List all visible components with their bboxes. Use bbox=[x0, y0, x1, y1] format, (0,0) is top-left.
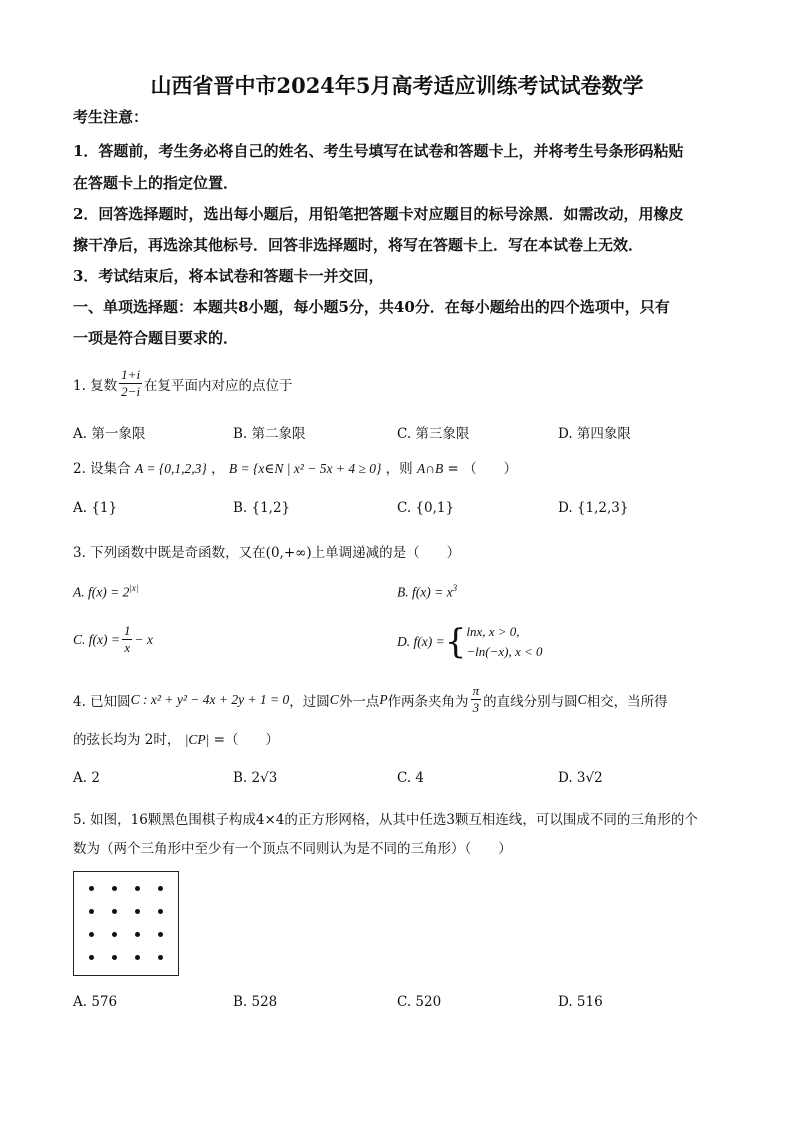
q3-option-b-sup: 3 bbox=[452, 583, 458, 593]
q3-option-d-brace: { bbox=[444, 622, 467, 662]
q2-option-a: A. {1} bbox=[73, 500, 118, 516]
q3-option-c-pre: C. f(x) = bbox=[73, 631, 120, 647]
q2-sep: ， bbox=[211, 461, 225, 477]
q4-text-f: 相交，当所得 bbox=[586, 693, 668, 710]
stone-dot bbox=[89, 909, 94, 914]
stone-dot bbox=[135, 909, 140, 914]
go-stone-grid-figure bbox=[73, 871, 179, 976]
q1-prefix: 1. 复数 bbox=[73, 377, 118, 394]
stone-dot bbox=[158, 932, 163, 937]
q3-option-d-pre: D. f(x) = bbox=[397, 634, 445, 649]
q1-frac-den: 2−i bbox=[121, 384, 141, 399]
stone-dot bbox=[135, 886, 140, 891]
q3-option-c-frac bbox=[122, 623, 133, 656]
question-3: 3. 下列函数中既是奇函数，又在(0,+∞)上单调递减的是（ ） bbox=[73, 545, 461, 561]
stone-dot bbox=[158, 886, 163, 891]
section-heading-line-2: 一项是符合题目要求的． bbox=[73, 329, 239, 347]
stone-dot bbox=[89, 886, 94, 891]
q4-text-d: 作两条夹角为 bbox=[387, 693, 469, 710]
q3-option-a bbox=[73, 583, 138, 601]
stone-dot bbox=[112, 886, 117, 891]
q1-option-b: B. 第二象限 bbox=[233, 426, 306, 442]
q5-option-c: C. 520 bbox=[397, 994, 442, 1010]
q3-option-c-post: − x bbox=[134, 631, 153, 647]
q4-circle: C : x² + y² − 4x + 2y + 1 = 0 bbox=[130, 691, 290, 707]
q1-option-a: A. 第一象限 bbox=[73, 426, 146, 442]
q3-option-c-den: x bbox=[124, 640, 131, 655]
question-5-line-2: 数为（两个三角形中至少有一个顶点不同则认为是不同的三角形）（ ） bbox=[73, 841, 512, 857]
q4-line2-b: |CP| bbox=[184, 732, 210, 747]
q2-text-b: ，则 bbox=[385, 461, 413, 477]
q3-option-b bbox=[397, 583, 457, 601]
q3-option-c bbox=[73, 623, 153, 656]
notice-item-2-line-1: 2．回答选择题时，选出每小题后，用铅笔把答题卡对应题目的标号涂黑．如需改动，用橡皮 bbox=[73, 205, 684, 223]
stone-dot bbox=[112, 909, 117, 914]
q4-option-a: A. 2 bbox=[73, 770, 100, 786]
stone-dot bbox=[112, 955, 117, 960]
q4-frac-den: 3 bbox=[472, 700, 480, 715]
q4-frac-num: π bbox=[472, 683, 480, 698]
question-1 bbox=[73, 367, 293, 400]
q2-set-a: A = {0,1,2,3} bbox=[134, 461, 207, 476]
section-heading-line-1: 一、单项选择题：本题共8小题，每小题5分，共40分．在每小题给出的四个选项中，只有 bbox=[73, 298, 670, 316]
stone-dot bbox=[158, 955, 163, 960]
q5-option-b: B. 528 bbox=[233, 994, 278, 1010]
q2-text-a: 2. 设集合 bbox=[73, 461, 131, 477]
q5-option-a: A. 576 bbox=[73, 994, 118, 1010]
question-4 bbox=[73, 683, 668, 716]
q1-option-c: C. 第三象限 bbox=[397, 426, 470, 442]
stone-dot bbox=[112, 932, 117, 937]
q3-option-c-num: 1 bbox=[123, 623, 131, 638]
q4-option-b: B. 2√3 bbox=[233, 770, 278, 786]
stone-dot bbox=[158, 909, 163, 914]
q3-option-d-cases bbox=[466, 622, 542, 662]
q4-line2-a: 的弦长均为 2时， bbox=[73, 732, 181, 748]
stone-dot bbox=[89, 932, 94, 937]
q3-option-b-expr: B. f(x) = x bbox=[397, 584, 453, 600]
q1-option-d: D. 第四象限 bbox=[558, 426, 631, 442]
notice-item-1-line-2: 在答题卡上的指定位置． bbox=[73, 174, 239, 192]
page-title: 山西省晋中市2024年5月高考适应训练考试试卷数学 bbox=[150, 73, 644, 98]
stone-dot bbox=[135, 932, 140, 937]
q2-text-c: = （ ） bbox=[447, 461, 518, 477]
q2-option-d: D. {1,2,3} bbox=[558, 500, 629, 516]
stone-dot bbox=[89, 955, 94, 960]
question-2 bbox=[73, 457, 517, 477]
q1-fraction bbox=[119, 367, 142, 400]
stone-dot bbox=[135, 955, 140, 960]
notice-item-1-line-1: 1．答题前，考生务必将自己的姓名、考生号填写在试卷和答题卡上，并将考生号条形码粘贴 bbox=[73, 142, 684, 160]
q4-text-e: 的直线分别与圆 bbox=[483, 693, 578, 710]
notice-heading: 考生注意： bbox=[73, 108, 149, 126]
q2-set-b: B = {x∈N | x² − 5x + 4 ≥ 0} bbox=[228, 461, 382, 476]
q1-suffix: 在复平面内对应的点位于 bbox=[144, 377, 293, 394]
q4-line2-c: =（ ） bbox=[213, 732, 279, 748]
q4-text-b: ，过圆 bbox=[289, 693, 330, 710]
q2-expr: A∩B bbox=[416, 461, 444, 476]
q4-text-a: 4. 已知圆 bbox=[73, 693, 131, 710]
q3-option-d-line-1: lnx, x > 0, bbox=[466, 624, 520, 639]
q4-angle-frac bbox=[471, 683, 482, 716]
q5-option-d: D. 516 bbox=[558, 994, 603, 1010]
q2-option-c: C. {0,1} bbox=[397, 500, 455, 516]
notice-item-3: 3．考试结束后，将本试卷和答题卡一并交回， bbox=[73, 267, 384, 285]
q4-c1: C bbox=[329, 691, 339, 707]
q4-c2: C bbox=[577, 691, 587, 707]
q4-text-c: 外一点 bbox=[338, 693, 380, 710]
question-4-line-2 bbox=[73, 728, 279, 748]
q4-option-d: D. 3√2 bbox=[558, 770, 603, 786]
q3-option-a-expr: A. f(x) = 2 bbox=[73, 584, 130, 600]
q3-option-a-sup: |x| bbox=[129, 583, 139, 593]
q3-option-d-line-2: −ln(−x), x < 0 bbox=[466, 644, 543, 659]
q4-p: P bbox=[379, 691, 388, 707]
question-5-line-1: 5. 如图，16颗黑色围棋子构成4×4的正方形网格，从其中任选3颗互相连线，可以围成不同的三角形的个 bbox=[73, 812, 698, 828]
q4-option-c: C. 4 bbox=[397, 770, 425, 786]
q1-frac-num: 1+i bbox=[121, 367, 141, 382]
q2-option-b: B. {1,2} bbox=[233, 500, 291, 516]
notice-item-2-line-2: 擦干净后，再选涂其他标号．回答非选择题时，将写在答题卡上．写在本试卷上无效． bbox=[73, 236, 644, 254]
q3-option-d bbox=[397, 622, 543, 662]
